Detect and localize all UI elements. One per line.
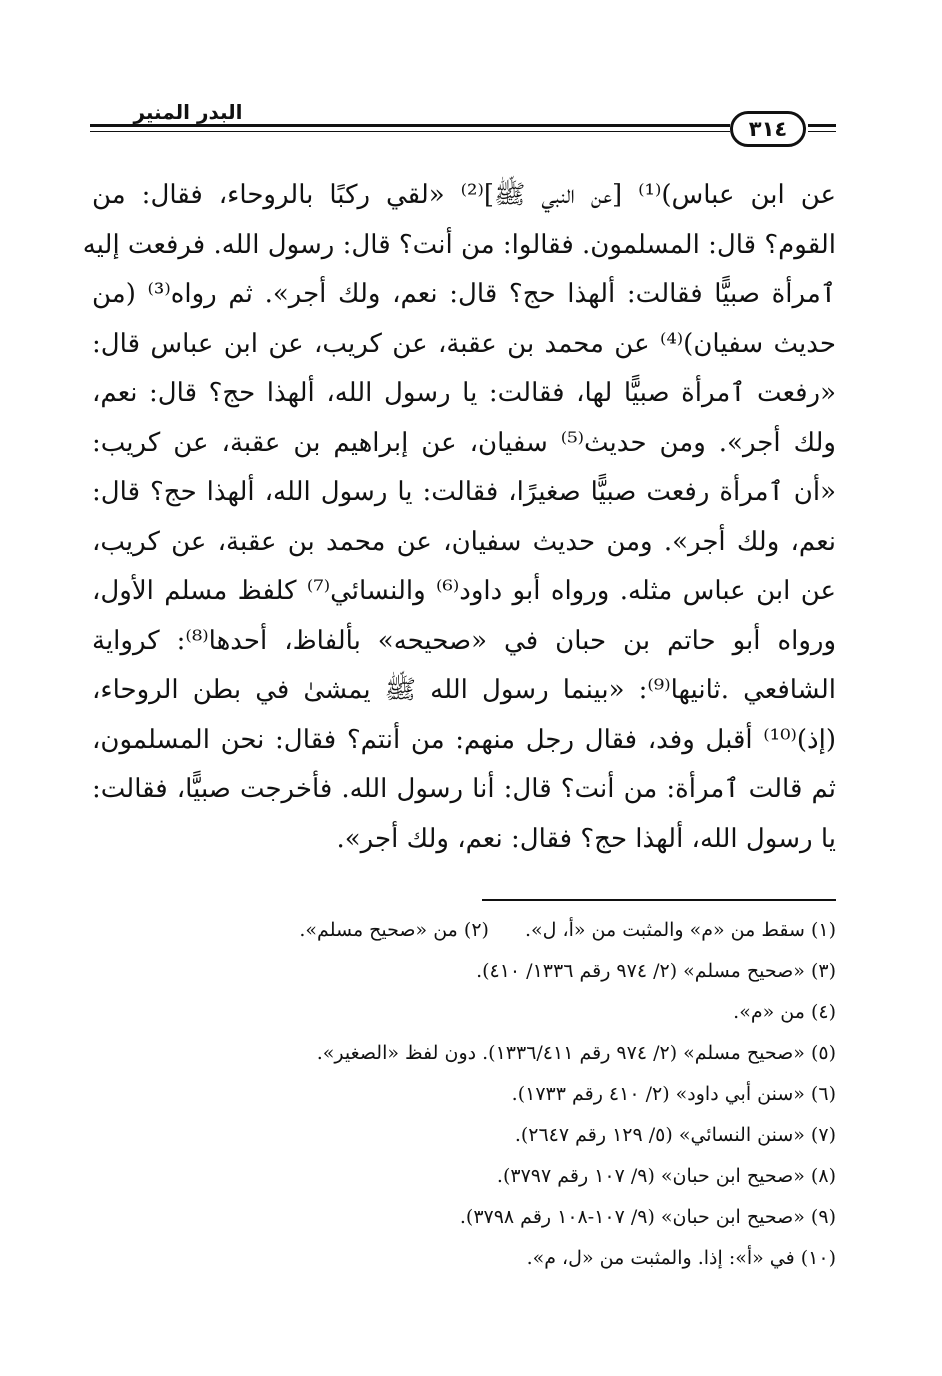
footnote-2: (٢) من «صحيح مسلم». — [299, 919, 489, 941]
text-line: «أن ٱمرأة رفعت صبيًّا صغيرًا، فقالت: يا رسول الله، ألهذا حج؟ قال: — [92, 477, 836, 507]
text-line: نعم، ولك أجر». ومن حديث سفيان، عن محمد بن عقبة، عن كريب، — [92, 526, 836, 557]
text-line: القوم؟ قال: المسلمون. فقالوا: من أنت؟ قال: رسول الله. فرفعت إليه — [82, 229, 836, 260]
footnote-5: (٥) «صحيح مسلم» (٢/ ٩٧٤ رقم ١٣٣٦/٤١١). دون لفظ «الصغير». — [316, 1042, 836, 1064]
text-line: ورواه أبو حاتم بن حبان في «صحيحه» بألفاظ، أحدها⁽⁸⁾: كرواية — [92, 625, 836, 656]
footnote-line — [92, 910, 836, 951]
footnote-7: (٧) «سنن النسائي» (٥/ ١٢٩ رقم ٢٦٤٧). — [514, 1124, 836, 1146]
header-rule-right-thick — [808, 124, 836, 127]
text-line: عن ابن عباس مثله. ورواه أبو داود⁽⁶⁾ والنسائي⁽⁷⁾ كلفظ مسلم الأول، — [92, 576, 836, 606]
footnote-1: (١) سقط من «م» والمثبت من «أ، ل». — [524, 919, 836, 941]
text-line: ولك أجر». ومن حديث⁽⁵⁾ سفيان، عن إبراهيم بن عقبة، عن كريب: — [92, 427, 836, 458]
footnote-6: (٦) «سنن أبي داود» (٢/ ٤١٠ رقم ١٧٣٣). — [511, 1083, 836, 1105]
text-line: ثم قالت ٱمرأة: من أنت؟ قال: أنا رسول الله. فأخرجت صبيًّا، فقالت: — [92, 774, 836, 804]
text-line: «رفعت ٱمرأة صبيًّا لها، فقالت: يا رسول الله، ألهذا حج؟ قال: نعم، — [92, 378, 836, 408]
text-line: الشافعي .ثانيها⁽⁹⁾: «بينما رسول الله ﷺ يمشىٰ في بطن الروحاء، — [92, 675, 837, 705]
footnote-9: (٩) «صحيح ابن حبان» (٩/ ١٠٧-١٠٨ رقم ٣٧٩٨). — [459, 1206, 836, 1228]
main-text — [82, 172, 837, 865]
text-line: (إذ)⁽¹⁰⁾ أقبل وفد، فقال رجل منهم: من أنتم؟ فقال: نحن المسلمون، — [92, 724, 836, 755]
text-line: ٱمرأة صبيًّا فقالت: ألهذا حج؟ قال: نعم، ولك أجر». ثم رواه⁽³⁾ (من — [92, 279, 837, 309]
footnotes — [92, 910, 836, 1279]
footnote-separator — [482, 899, 836, 901]
running-header-title: البدر المنير — [133, 100, 243, 124]
footnote-10: (١٠) في «أ»: إذا. والمثبت من «ل، م». — [526, 1247, 836, 1269]
text-line: حديث سفيان)⁽⁴⁾ عن محمد بن عقبة، عن كريب، عن ابن عباس قال: — [92, 328, 836, 359]
text-line: عن ابن عباس)⁽¹⁾ [عن النبي ﷺ]⁽²⁾ «لقي ركبًا بالروحاء، فقال: من — [92, 180, 836, 210]
page-number: ٣١٤ — [730, 111, 806, 147]
header-rule-right-thin — [808, 131, 836, 132]
header-rule-thick — [90, 124, 730, 127]
footnote-8: (٨) «صحيح ابن حبان» (٩/ ١٠٧ رقم ٣٧٩٧). — [496, 1165, 836, 1187]
text-line: يا رسول الله، ألهذا حج؟ فقال: نعم، ولك أجر». — [336, 823, 836, 854]
footnote-4: (٤) من «م». — [733, 1001, 836, 1023]
header-rule-thin — [90, 131, 730, 132]
footnote-3: (٣) «صحيح مسلم» (٢/ ٩٧٤ رقم ١٣٣٦/ ٤١٠). — [476, 960, 836, 982]
